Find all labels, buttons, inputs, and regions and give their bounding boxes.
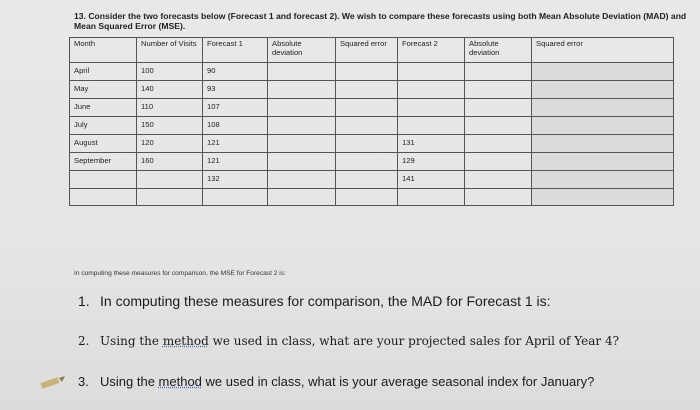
table-row [70, 189, 674, 206]
table-cell [268, 171, 336, 189]
table-cell [336, 63, 398, 81]
table-cell [465, 135, 532, 153]
table-cell [70, 171, 137, 189]
table-cell [465, 189, 532, 206]
table-cell [465, 81, 532, 99]
table-row [70, 135, 674, 153]
question-text: In computing these measures for comparison, the MAD for Forecast 1 is: [100, 293, 551, 309]
forecast-table [69, 37, 674, 206]
table-cell [336, 171, 398, 189]
table-cell [398, 189, 465, 206]
table-cell: 121 [203, 135, 268, 153]
table-cell [465, 117, 532, 135]
table-cell [336, 117, 398, 135]
table-cell: April [70, 63, 137, 81]
question-text-post: we used in class, what is your average seasonal index for January? [201, 374, 595, 389]
table-cell: 131 [398, 135, 465, 153]
table-cell [268, 153, 336, 171]
table-cell [336, 189, 398, 206]
table-cell: 90 [203, 63, 268, 81]
table-cell [268, 135, 336, 153]
header-cell: Absolute deviation [465, 38, 532, 63]
table-cell: 150 [137, 117, 203, 135]
question-number: 3. [78, 374, 89, 389]
table-cell [532, 189, 674, 206]
header-cell: Squared error [336, 38, 398, 63]
table-cell: 160 [137, 153, 203, 171]
table-cell: 108 [203, 117, 268, 135]
question-text-pre: Using the [100, 374, 159, 389]
table-row [70, 117, 674, 135]
table-header-row [70, 38, 674, 63]
table-cell: 93 [203, 81, 268, 99]
table-cell [532, 81, 674, 99]
table-cell [398, 117, 465, 135]
table-cell: 132 [203, 171, 268, 189]
table-cell: 110 [137, 99, 203, 117]
table-cell [268, 63, 336, 81]
table-cell: June [70, 99, 137, 117]
table-cell [465, 63, 532, 81]
table-cell [532, 63, 674, 81]
question-3 [78, 374, 594, 389]
table-cell: 120 [137, 135, 203, 153]
pencil-icon [40, 376, 66, 390]
table-cell: 100 [137, 63, 203, 81]
table-row [70, 171, 674, 189]
mse-note: In computing these measures for comparison, the MSE for Forecast 2 is: [74, 270, 286, 277]
table-cell [532, 117, 674, 135]
table-cell [268, 99, 336, 117]
table-cell: 129 [398, 153, 465, 171]
table-cell [532, 171, 674, 189]
header-cell: Number of Visits [137, 38, 203, 63]
table-cell: July [70, 117, 137, 135]
question-2 [78, 334, 619, 348]
question-text-pre: Using the [100, 334, 163, 348]
table-cell [70, 189, 137, 206]
table-cell [268, 81, 336, 99]
table-cell [137, 171, 203, 189]
table-cell: 141 [398, 171, 465, 189]
table-cell [336, 99, 398, 117]
table-cell [268, 189, 336, 206]
question-13-prompt: 13. Consider the two forecasts below (Forecast 1 and forecast 2). We wish to compare these forecasts using both Mean Absolute Deviation (MAD) and Mean Squared Error (MSE). [74, 11, 687, 31]
table-cell: 121 [203, 153, 268, 171]
header-cell: Forecast 1 [203, 38, 268, 63]
table-cell [137, 189, 203, 206]
table-cell [336, 153, 398, 171]
header-cell: Squared error [532, 38, 674, 63]
table-cell [336, 135, 398, 153]
table-cell [465, 153, 532, 171]
table-cell: 140 [137, 81, 203, 99]
question-1 [78, 293, 551, 309]
table-cell: 107 [203, 99, 268, 117]
table-row [70, 99, 674, 117]
header-cell: Month [70, 38, 137, 63]
method-link[interactable]: method [162, 334, 209, 348]
table-cell: May [70, 81, 137, 99]
table-cell [398, 81, 465, 99]
method-link[interactable]: method [158, 374, 202, 389]
table-row [70, 63, 674, 81]
table-cell [336, 81, 398, 99]
question-number: 1. [78, 293, 90, 309]
table-cell [532, 153, 674, 171]
question-text-post: we used in class, what are your projected sales for April of Year 4? [208, 334, 620, 348]
table-cell [532, 99, 674, 117]
table-cell [465, 171, 532, 189]
table-cell: September [70, 153, 137, 171]
header-cell: Absolute deviation [268, 38, 336, 63]
table-cell [465, 99, 532, 117]
table-row [70, 153, 674, 171]
header-cell: Forecast 2 [398, 38, 465, 63]
table-row [70, 81, 674, 99]
table-cell [203, 189, 268, 206]
table-cell [398, 63, 465, 81]
table-cell [532, 135, 674, 153]
table-cell [268, 117, 336, 135]
table-cell: August [70, 135, 137, 153]
question-number: 2. [78, 334, 90, 348]
table-cell [398, 99, 465, 117]
